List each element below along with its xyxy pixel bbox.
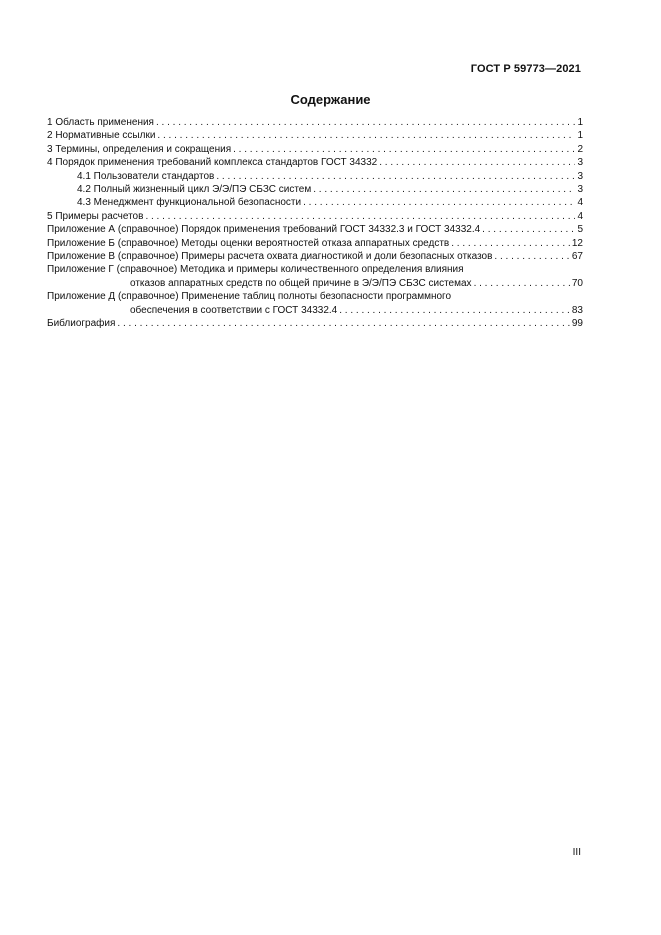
toc-entry-text: 2 Нормативные ссылки (47, 130, 156, 142)
dot-leader (494, 250, 569, 263)
dot-leader (145, 210, 575, 223)
dot-leader (117, 317, 569, 330)
toc-entry-procedure[interactable] (47, 156, 583, 169)
toc-entry-page: 3 (577, 157, 583, 169)
toc-entry-text-line2: отказов аппаратных средств по общей причине в Э/Э/ПЭ СБЗС системах (130, 277, 472, 289)
toc-entry-text: Приложение Б (справочное) Методы оценки вероятностей отказа аппаратных средств (47, 237, 450, 249)
dot-leader (313, 183, 575, 196)
dot-leader (156, 116, 575, 129)
toc-entry-examples[interactable] (47, 210, 583, 223)
dot-leader (216, 170, 575, 183)
dot-leader (233, 143, 575, 156)
toc-entry-text: Приложение А (справочное) Порядок применения требований ГОСТ 34332.3 и ГОСТ 34332.4 (47, 224, 481, 236)
toc-entry-page: 4 (577, 197, 583, 209)
page-number: III (572, 847, 581, 858)
toc-entry-terms[interactable] (47, 143, 583, 156)
dot-leader (379, 156, 575, 169)
toc-entry-page: 83 (571, 304, 583, 316)
toc-entry-appendix-b[interactable] (47, 237, 583, 250)
dot-leader (339, 304, 570, 317)
toc-entry-text: 1 Область применения (47, 117, 154, 128)
toc-entry-text: 4.2 Полный жизненный цикл Э/Э/ПЭ СБЗС систем (77, 184, 312, 196)
toc-entry-text: 4.1 Пользователи стандартов (77, 170, 215, 182)
toc-entry-text: 3 Термины, определения и сокращения (47, 143, 232, 155)
toc-entry-text: 4 Порядок применения требований комплекса стандартов ГОСТ 34332 (47, 157, 378, 169)
toc-entry-page: 2 (577, 143, 583, 155)
toc-entry-page: 4 (577, 210, 583, 222)
toc-entry-text-line2: обеспечения в соответствии с ГОСТ 34332.4 (130, 304, 338, 316)
toc-entry-text-line1: Приложение Г (справочное) Методика и примеры количественного определения влияния (47, 264, 464, 276)
toc-entry-appendix-d[interactable] (47, 290, 583, 317)
toc-entry-page: 1 (577, 130, 583, 142)
toc-entry-text: 5 Примеры расчетов (47, 210, 144, 222)
toc-entry-page: 12 (571, 237, 583, 249)
dot-leader (303, 196, 575, 209)
toc-entry-page: 5 (577, 224, 583, 236)
toc-entry-text: Приложение В (справочное) Примеры расчета охвата диагностикой и доли безопасных отказов (47, 251, 493, 263)
dot-leader (157, 129, 575, 142)
toc-entry-page: 99 (571, 318, 583, 330)
toc-entry-lifecycle[interactable] (47, 183, 583, 196)
toc-entry-page: 3 (577, 170, 583, 182)
toc-entry-text: Библиография (47, 318, 116, 330)
toc-entry-management[interactable] (47, 196, 583, 209)
toc-entry-page: 70 (571, 277, 583, 289)
toc-entry-page: 3 (577, 184, 583, 196)
toc-entry-references[interactable] (47, 129, 583, 142)
table-of-contents (47, 116, 583, 331)
toc-entry-users[interactable] (47, 170, 583, 183)
dot-leader (474, 277, 570, 290)
toc-entry-appendix-a[interactable] (47, 223, 583, 236)
toc-entry-appendix-g[interactable] (47, 263, 583, 290)
document-code: ГОСТ Р 59773—2021 (470, 63, 581, 75)
dot-leader (482, 223, 575, 236)
toc-entry-page: 1 (577, 117, 583, 128)
toc-entry-appendix-v[interactable] (47, 250, 583, 263)
dot-leader (451, 237, 570, 250)
toc-title: Содержание (290, 92, 371, 107)
toc-entry-bibliography[interactable] (47, 317, 583, 330)
toc-entry-text: 4.3 Менеджмент функциональной безопасности (77, 197, 302, 209)
toc-entry-page: 67 (571, 251, 583, 263)
toc-entry-scope[interactable] (47, 116, 583, 129)
toc-entry-text-line1: Приложение Д (справочное) Применение таблиц полноты безопасности программного (47, 291, 452, 303)
